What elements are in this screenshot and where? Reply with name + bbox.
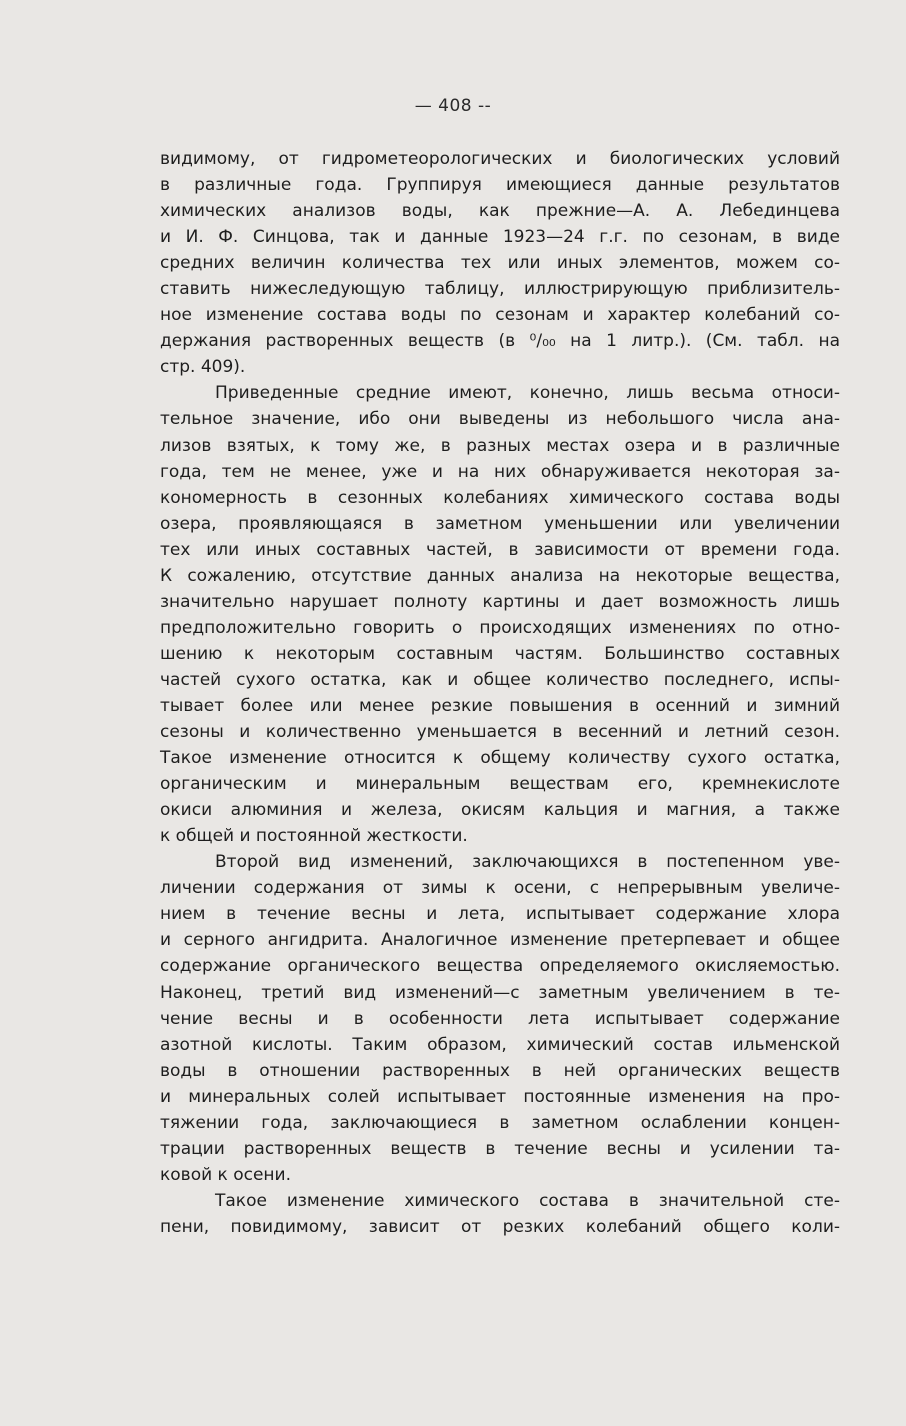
body-text: [160, 146, 840, 1240]
text-line: шению к некоторым составным частям. Большинство составных: [160, 643, 840, 664]
text-line: трации растворенных веществ в течение весны и усилении та-: [160, 1138, 840, 1159]
text-line: чение весны и в особенности лета испытывает содержание: [160, 1008, 840, 1029]
paragraph: [160, 849, 840, 1188]
text-line: нием в течение весны и лета, испытывает содержание хлора: [160, 904, 840, 925]
text-line: в различные года. Группируя имеющиеся данные результатов: [160, 175, 840, 196]
text-line: и серного ангидрита. Аналогичное изменение претерпевает и общее: [160, 930, 840, 951]
paragraph: [160, 1188, 840, 1240]
text-line: озера, проявляющаяся в заметном уменьшении или увеличении: [160, 513, 840, 534]
text-line: значительно нарушает полноту картины и дает возможность лишь: [160, 591, 840, 612]
text-line: химических анализов воды, как прежние—А. А. Лебединцева: [160, 201, 840, 222]
text-line: тяжении года, заключающиеся в заметном ослаблении концен-: [160, 1112, 840, 1133]
text-line: и И. Ф. Синцова, так и данные 1923—24 г.г. по сезонам, в виде: [160, 227, 840, 248]
text-line: ное изменение состава воды по сезонам и характер колебаний со-: [160, 305, 840, 326]
text-line: азотной кислоты. Таким образом, химический состав ильменской: [160, 1034, 840, 1055]
text-line: органическим и минеральным веществам его, кремнекислоте: [160, 774, 840, 795]
paragraph: [160, 146, 840, 380]
text-line: пени, повидимому, зависит от резких колебаний общего коли-: [160, 1216, 840, 1237]
page-number: — 408 --: [414, 96, 492, 116]
text-line: тех или иных составных частей, в зависимости от времени года.: [160, 539, 840, 560]
text-line: окиси алюминия и железа, окисям кальция и магния, а также: [160, 800, 840, 821]
paragraph: [160, 380, 840, 849]
text-line: и минеральных солей испытывает постоянные изменения на про-: [160, 1086, 840, 1107]
text-line: средних величин количества тех или иных элементов, можем со-: [160, 253, 840, 274]
text-line: к общей и постоянной жесткости.: [160, 826, 468, 847]
text-line: частей сухого остатка, как и общее количество последнего, испы-: [160, 669, 840, 690]
text-line: лизов взятых, к тому же, в разных местах озера и в различные: [160, 435, 840, 456]
text-line: Такое изменение относится к общему количеству сухого остатка,: [160, 748, 840, 769]
text-line: тельное значение, ибо они выведены из небольшого числа ана-: [160, 409, 840, 430]
text-line: ставить нижеследующую таблицу, иллюстрирующую приблизитель-: [160, 279, 840, 300]
text-line: К сожалению, отсутствие данных анализа на некоторые вещества,: [160, 565, 840, 586]
text-line: Наконец, третий вид изменений—с заметным увеличением в те-: [160, 982, 840, 1003]
text-line: стр. 409).: [160, 357, 246, 378]
text-line: Приведенные средние имеют, конечно, лишь весьма относи-: [215, 383, 840, 404]
text-line: держания растворенных веществ (в ⁰/₀₀ на 1 литр.). (См. табл. на: [160, 331, 840, 352]
text-line: содержание органического вещества определяемого окисляемостью.: [160, 956, 840, 977]
text-line: воды в отношении растворенных в ней органических веществ: [160, 1060, 840, 1081]
text-line: года, тем не менее, уже и на них обнаруживается некоторая за-: [160, 461, 840, 482]
text-line: тывает более или менее резкие повышения в осенний и зимний: [160, 695, 840, 716]
text-line: предположительно говорить о происходящих изменениях по отно-: [160, 617, 840, 638]
text-line: ковой к осени.: [160, 1164, 291, 1185]
text-line: Такое изменение химического состава в значительной сте-: [215, 1190, 840, 1211]
text-line: Второй вид изменений, заключающихся в постепенном уве-: [215, 852, 840, 873]
text-line: сезоны и количественно уменьшается в весенний и летний сезон.: [160, 722, 840, 743]
text-line: личении содержания от зимы к осени, с непрерывным увеличе-: [160, 878, 840, 899]
text-line: видимому, от гидрометеорологических и биологических условий: [160, 149, 840, 169]
text-line: кономерность в сезонных колебаниях химического состава воды: [160, 487, 840, 508]
